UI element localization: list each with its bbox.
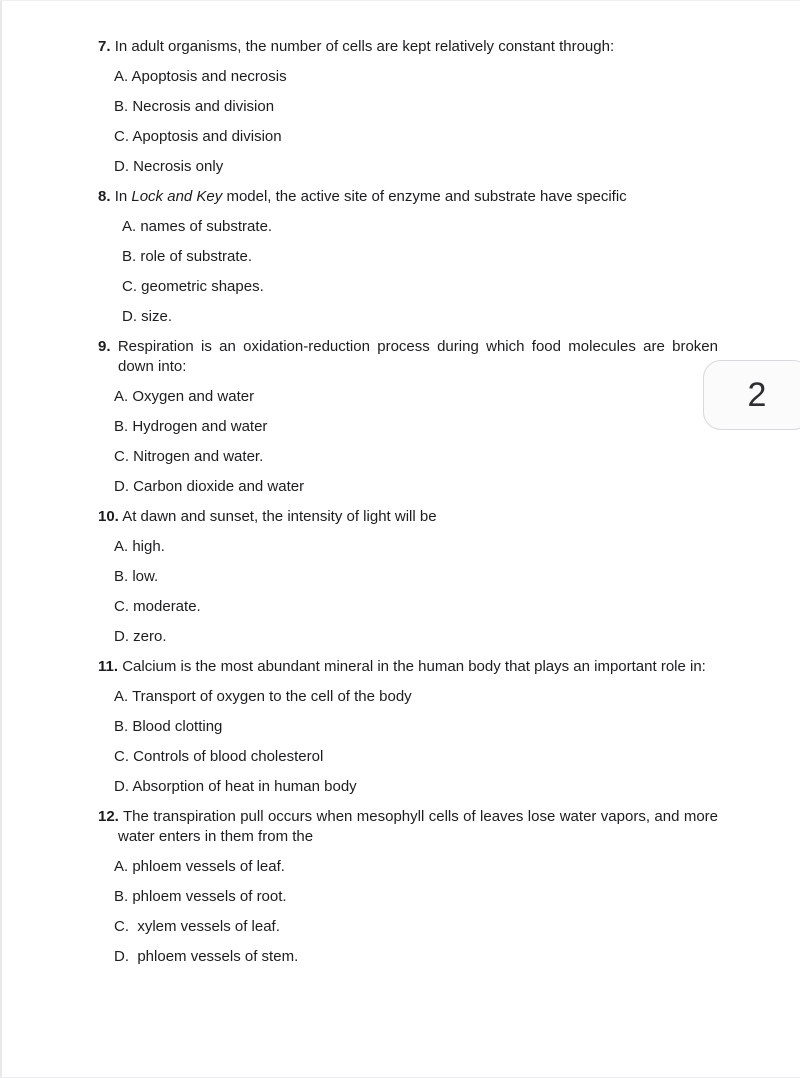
stem-text-pre: In bbox=[114, 188, 132, 205]
option-d: D. Carbon dioxide and water bbox=[114, 478, 305, 495]
stem-text-post: model, the active site of enzyme and substrate have specific bbox=[222, 188, 627, 205]
question-number: 7. bbox=[98, 38, 111, 55]
question-9 bbox=[0, 337, 800, 497]
question-7-options bbox=[114, 67, 718, 177]
page-number-badge bbox=[703, 360, 800, 430]
stem-text: At dawn and sunset, the intensity of light will be bbox=[122, 508, 437, 525]
question-8-stem bbox=[98, 187, 718, 207]
stem-text-italic: Lock and Key bbox=[131, 188, 223, 205]
stem-text bbox=[115, 188, 627, 205]
question-number: 10. bbox=[98, 508, 119, 525]
question-12-stem bbox=[98, 807, 718, 847]
question-number: 11. bbox=[98, 658, 119, 675]
page-left-edge bbox=[0, 1, 2, 1078]
question-7 bbox=[0, 37, 800, 177]
option-c: C. moderate. bbox=[114, 598, 201, 615]
option-c: C. Controls of blood cholesterol bbox=[114, 748, 324, 765]
question-9-options bbox=[114, 387, 718, 497]
option-c: C. Nitrogen and water. bbox=[114, 448, 264, 465]
option-b: B. role of substrate. bbox=[122, 248, 253, 265]
question-12 bbox=[0, 807, 800, 967]
option-d: D. size. bbox=[122, 308, 173, 325]
question-11-options bbox=[114, 687, 718, 797]
stem-text: The transpiration pull occurs when mesophyll cells of leaves lose water vapors, and more water enters in them from the bbox=[118, 808, 718, 845]
option-d: D. Absorption of heat in human body bbox=[114, 778, 357, 795]
option-c: C. xylem vessels of leaf. bbox=[114, 918, 280, 935]
question-number: 9. bbox=[98, 338, 111, 355]
option-a: A. high. bbox=[114, 538, 165, 555]
option-c: C. geometric shapes. bbox=[122, 278, 264, 295]
question-10 bbox=[0, 507, 800, 647]
option-a: A. Apoptosis and necrosis bbox=[114, 68, 287, 85]
option-a: A. names of substrate. bbox=[122, 218, 273, 235]
question-10-options bbox=[114, 537, 718, 647]
page-number: 2 bbox=[747, 375, 767, 414]
question-8 bbox=[0, 187, 800, 327]
question-number: 12. bbox=[98, 808, 119, 825]
stem-text: Respiration is an oxidation-reduction process during which food molecules are broken down into: bbox=[117, 338, 718, 375]
option-c: C. Apoptosis and division bbox=[114, 128, 282, 145]
question-12-options bbox=[114, 857, 718, 967]
option-b: B. low. bbox=[114, 568, 159, 585]
question-7-stem bbox=[98, 37, 718, 57]
option-b: B. Hydrogen and water bbox=[114, 418, 268, 435]
option-d: D. Necrosis only bbox=[114, 158, 224, 175]
stem-text: In adult organisms, the number of cells are kept relatively constant through: bbox=[114, 38, 615, 55]
question-11-stem bbox=[98, 657, 718, 677]
option-a: A. Transport of oxygen to the cell of the body bbox=[114, 688, 412, 705]
stem-text: Calcium is the most abundant mineral in the human body that plays an important role in: bbox=[122, 658, 706, 675]
question-11 bbox=[0, 657, 800, 797]
question-9-stem bbox=[98, 337, 718, 377]
question-8-options bbox=[122, 217, 718, 327]
option-a: A. phloem vessels of leaf. bbox=[114, 858, 285, 875]
option-b: B. phloem vessels of root. bbox=[114, 888, 287, 905]
option-a: A. Oxygen and water bbox=[114, 388, 255, 405]
question-number: 8. bbox=[98, 188, 111, 205]
question-10-stem bbox=[98, 507, 718, 527]
option-b: B. Necrosis and division bbox=[114, 98, 275, 115]
option-d: D. zero. bbox=[114, 628, 167, 645]
option-d: D. phloem vessels of stem. bbox=[114, 948, 299, 965]
option-b: B. Blood clotting bbox=[114, 718, 223, 735]
